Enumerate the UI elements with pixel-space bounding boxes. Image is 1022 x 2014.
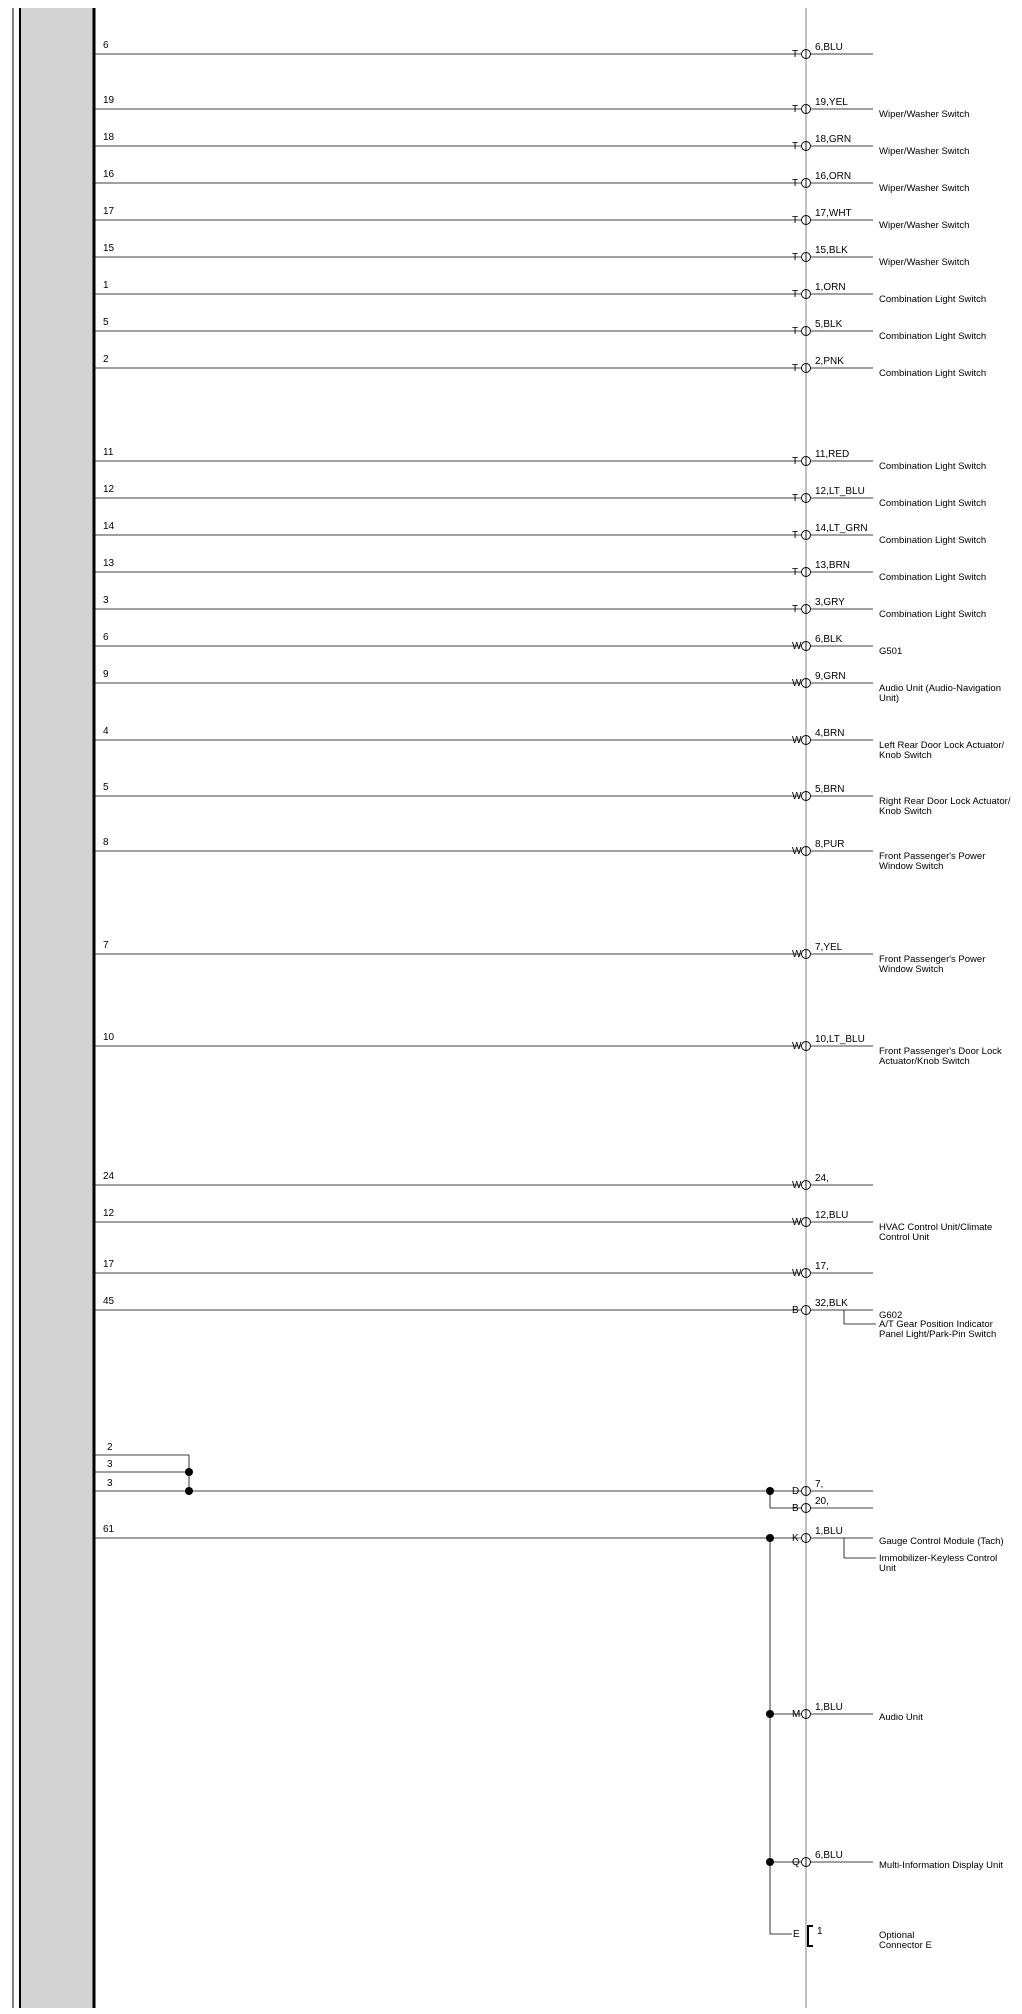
pin-number: 3 <box>107 1459 113 1470</box>
pin-number: 12 <box>103 1208 115 1219</box>
connector-letter: T <box>792 456 799 467</box>
terminal-label: 8,PUR <box>815 839 845 850</box>
terminal-label: 11,RED <box>815 449 850 460</box>
connector-letter: W <box>792 1180 802 1191</box>
circuit-row <box>94 243 969 268</box>
pin-number: 4 <box>103 726 109 737</box>
bus-output <box>792 1850 1003 1871</box>
destination-label: Window Switch <box>879 861 944 872</box>
connector-letter: K <box>792 1533 799 1544</box>
terminal-label: 16,ORN <box>815 171 852 182</box>
destination-label: Combination Light Switch <box>879 498 987 509</box>
connector-letter: B <box>792 1305 799 1316</box>
destination-label: Right Rear Door Lock Actuator/ <box>879 796 1011 807</box>
destination-label: Wiper/Washer Switch <box>879 257 970 268</box>
terminal-label: 7,YEL <box>815 942 843 953</box>
terminal-label: 18,GRN <box>815 134 852 145</box>
connector-letter: T <box>792 326 799 337</box>
terminal-label: 17,WHT <box>815 208 852 219</box>
circuit-row <box>94 632 902 657</box>
terminal-label: 15,BLK <box>815 245 848 256</box>
destination-label: Wiper/Washer Switch <box>879 183 970 194</box>
connector-letter: T <box>792 363 799 374</box>
pin-number: 17 <box>103 206 115 217</box>
branch-destination-label: Panel Light/Park-Pin Switch <box>879 1329 997 1340</box>
splice-output <box>792 1479 873 1497</box>
pin-number: 5 <box>103 782 109 793</box>
circuit-row <box>94 940 985 975</box>
circuit-row <box>94 1171 873 1191</box>
pin-number: 8 <box>103 837 109 848</box>
destination-label: Optional <box>879 1930 915 1941</box>
pin-number: 61 <box>103 1524 115 1535</box>
destination-label: Window Switch <box>879 964 944 975</box>
circuit-row <box>94 40 873 60</box>
pin-number: 6 <box>103 632 109 643</box>
circuit-row <box>94 837 985 872</box>
circuit-row <box>94 595 986 620</box>
pin-number: 17 <box>103 1259 115 1270</box>
connector-letter: W <box>792 791 802 802</box>
pin-number: 12 <box>103 484 115 495</box>
connector-letter: T <box>792 215 799 226</box>
destination-label: Multi-Information Display Unit <box>879 1860 1004 1871</box>
connector-letter: Q <box>792 1857 800 1868</box>
destination-label: Front Passenger's Door Lock <box>879 1046 1002 1057</box>
destination-label: Actuator/Knob Switch <box>879 1056 970 1067</box>
pin-number: 15 <box>103 243 115 254</box>
terminal-label: 10,LT_BLU <box>815 1034 865 1045</box>
destination-label: Left Rear Door Lock Actuator/ <box>879 740 1005 751</box>
junction-dot <box>766 1534 774 1542</box>
circuit-row <box>94 669 1001 704</box>
circuit-row <box>94 1296 996 1340</box>
destination-label: Control Unit <box>879 1232 930 1243</box>
connector-letter: T <box>792 493 799 504</box>
terminal-label: 7, <box>815 1479 824 1490</box>
circuit-row <box>94 484 986 509</box>
terminal-label: 1 <box>817 1926 823 1937</box>
pin-number: 18 <box>103 132 115 143</box>
pin-number: 24 <box>103 1171 115 1182</box>
connector-letter: W <box>792 641 802 652</box>
connector-letter: D <box>792 1486 800 1497</box>
terminal-label: 6,BLK <box>815 634 843 645</box>
circuit-row <box>94 317 986 342</box>
circuit-row <box>94 521 986 546</box>
connector-letter: W <box>792 846 802 857</box>
pin-number: 1 <box>103 280 109 291</box>
connector-letter: T <box>792 604 799 615</box>
pin-number: 5 <box>103 317 109 328</box>
pin-number: 7 <box>103 940 109 951</box>
pin-number: 11 <box>103 447 114 458</box>
circuit-row <box>94 206 969 231</box>
pin-number: 16 <box>103 169 115 180</box>
pin-number: 2 <box>103 354 109 365</box>
connector-letter: W <box>792 1217 802 1228</box>
destination-label: Combination Light Switch <box>879 368 987 379</box>
terminal-label: 12,LT_BLU <box>815 486 865 497</box>
destination-label: Combination Light Switch <box>879 461 987 472</box>
module-block <box>20 8 94 2008</box>
circuit-row <box>94 132 969 157</box>
terminal-label: 24, <box>815 1173 829 1184</box>
terminal-label: 2,PNK <box>815 356 844 367</box>
destination-label: Combination Light Switch <box>879 572 987 583</box>
terminal-label: 12,BLU <box>815 1210 849 1221</box>
bus-output <box>792 1526 1004 1574</box>
connector-letter: T <box>792 530 799 541</box>
terminal-label: 6,BLU <box>815 1850 843 1861</box>
pin-number: 9 <box>103 669 109 680</box>
terminal-label: 14,LT_GRN <box>815 523 868 534</box>
optional-connector-bracket <box>808 1926 813 1946</box>
destination-label: G501 <box>879 646 903 657</box>
circuit-row <box>94 558 986 583</box>
connector-letter: W <box>792 735 802 746</box>
circuit-row <box>94 447 986 472</box>
destination-label: Knob Switch <box>879 806 932 817</box>
destination-label: Combination Light Switch <box>879 609 987 620</box>
circuit-row <box>94 169 969 194</box>
connector-letter: T <box>792 104 799 115</box>
terminal-label: 5,BLK <box>815 319 843 330</box>
pin-number: 45 <box>103 1296 115 1307</box>
terminal-label: 17, <box>815 1261 829 1272</box>
destination-label: Front Passenger's Power <box>879 851 986 862</box>
pin-number: 6 <box>103 40 109 51</box>
pin-number: 10 <box>103 1032 115 1043</box>
bus-output <box>792 1702 923 1723</box>
connector-letter: T <box>792 49 799 60</box>
terminal-label: 5,BRN <box>815 784 845 795</box>
circuit-row <box>94 1032 1002 1067</box>
terminal-label: 1,BLU <box>815 1526 843 1537</box>
connector-letter: E <box>793 1929 800 1940</box>
destination-label: G602 <box>879 1310 903 1321</box>
destination-label: Audio Unit (Audio-Navigation <box>879 683 1001 694</box>
circuit-row <box>94 726 1005 761</box>
terminal-label: 3,GRY <box>815 597 845 608</box>
circuit-row <box>94 280 986 305</box>
optional-connector <box>770 1926 932 1951</box>
connector-letter: B <box>792 1503 799 1514</box>
terminal-label: 9,GRN <box>815 671 846 682</box>
destination-label: Unit) <box>879 693 900 704</box>
connector-letter: W <box>792 1268 802 1279</box>
circuit-row <box>94 95 969 120</box>
pin-number: 3 <box>107 1478 113 1489</box>
terminal-label: 20, <box>815 1496 829 1507</box>
terminal-label: 6,BLU <box>815 42 843 53</box>
pin-number: 13 <box>103 558 115 569</box>
splice-dot <box>185 1468 193 1476</box>
branch-destination-label: A/T Gear Position Indicator <box>879 1319 993 1330</box>
destination-label: Wiper/Washer Switch <box>879 220 970 231</box>
terminal-label: 32,BLK <box>815 1298 848 1309</box>
pin-number: 19 <box>103 95 115 106</box>
connector-letter: W <box>792 1041 802 1052</box>
circuit-row <box>94 354 986 379</box>
connector-letter: T <box>792 252 799 263</box>
destination-label: Connector E <box>879 1940 932 1951</box>
terminal-label: 4,BRN <box>815 728 845 739</box>
branch-destination-label: Unit <box>879 1563 896 1574</box>
circuit-row <box>94 1259 873 1279</box>
terminal-label: 1,ORN <box>815 282 846 293</box>
branch-destination-label: Immobilizer-Keyless Control <box>879 1553 998 1564</box>
destination-label: Combination Light Switch <box>879 294 987 305</box>
destination-label: Wiper/Washer Switch <box>879 109 970 120</box>
connector-letter: T <box>792 141 799 152</box>
connector-letter: T <box>792 289 799 300</box>
connector-letter: M <box>792 1709 801 1720</box>
destination-label: Combination Light Switch <box>879 535 987 546</box>
destination-label: Gauge Control Module (Tach) <box>879 1536 1004 1547</box>
terminal-label: 19,YEL <box>815 97 848 108</box>
destination-label: Combination Light Switch <box>879 331 987 342</box>
destination-label: Front Passenger's Power <box>879 954 986 965</box>
destination-label: Wiper/Washer Switch <box>879 146 970 157</box>
pin-number: 14 <box>103 521 115 532</box>
connector-letter: T <box>792 567 799 578</box>
connector-letter: T <box>792 178 799 189</box>
destination-label: HVAC Control Unit/Climate <box>879 1222 993 1233</box>
pin-number: 2 <box>107 1442 113 1453</box>
destination-label: Audio Unit <box>879 1712 923 1723</box>
splice-output <box>792 1496 873 1514</box>
terminal-label: 13,BRN <box>815 560 851 571</box>
terminal-label: 1,BLU <box>815 1702 843 1713</box>
connector-letter: W <box>792 678 802 689</box>
circuit-row <box>94 782 1011 817</box>
destination-label: Knob Switch <box>879 750 932 761</box>
pin-number: 3 <box>103 595 109 606</box>
circuit-row <box>94 1208 992 1243</box>
connector-letter: W <box>792 949 802 960</box>
